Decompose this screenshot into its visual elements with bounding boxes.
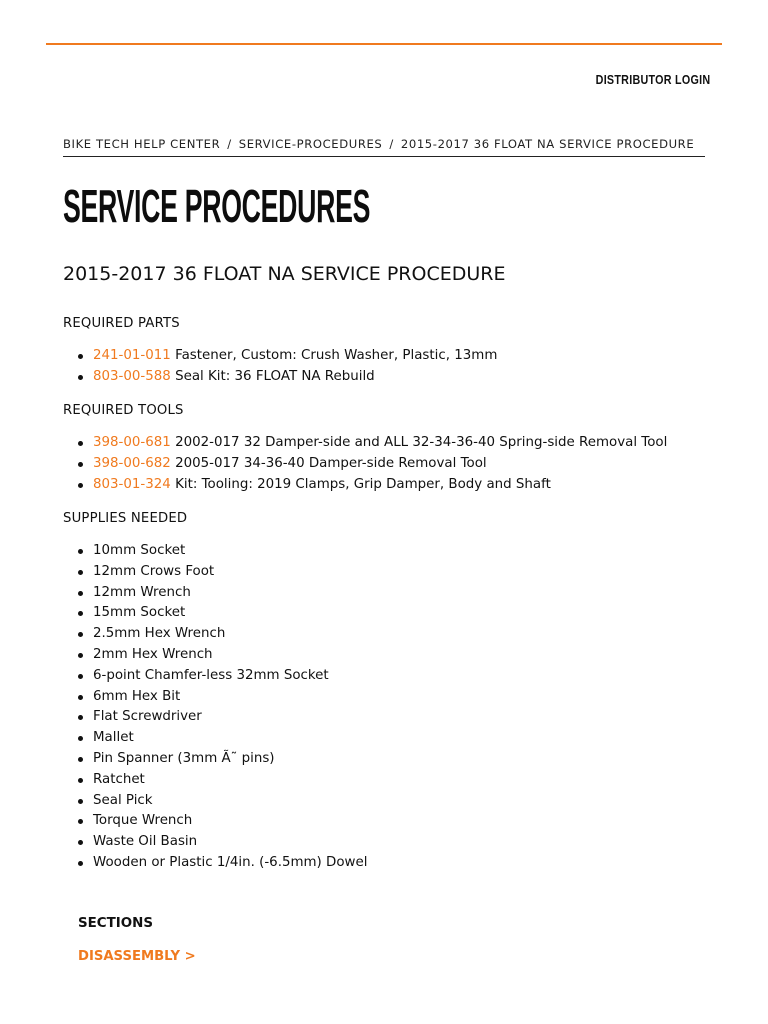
page-title: SERVICE PROCEDURES xyxy=(63,180,371,232)
breadcrumb xyxy=(63,137,705,157)
breadcrumb-help-center[interactable]: BIKE TECH HELP CENTER xyxy=(63,137,221,151)
breadcrumb-service-procedures[interactable]: SERVICE-PROCEDURES xyxy=(238,137,383,151)
list-item: 12mm Wrench xyxy=(77,583,367,604)
part-description: Fastener, Custom: Crush Washer, Plastic, 13mm xyxy=(175,348,498,363)
list-item xyxy=(77,367,497,388)
breadcrumb-separator: / xyxy=(389,137,394,151)
list-item: Wooden or Plastic 1/4in. (-6.5mm) Dowel xyxy=(77,853,367,874)
list-item: Waste Oil Basin xyxy=(77,832,367,853)
header-accent-rule xyxy=(46,43,722,45)
breadcrumb-separator: / xyxy=(227,137,232,151)
sections-heading: SECTIONS xyxy=(78,916,153,931)
tool-description: 2005-017 34-36-40 Damper-side Removal Tool xyxy=(175,455,487,471)
procedure-title: 2015-2017 36 FLOAT NA SERVICE PROCEDURE xyxy=(63,263,506,285)
list-item: Torque Wrench xyxy=(77,811,367,832)
list-item: Flat Screwdriver xyxy=(77,707,367,728)
list-item: 10mm Socket xyxy=(77,541,367,562)
required-tools-heading: REQUIRED TOOLS xyxy=(63,403,184,418)
list-item: 2mm Hex Wrench xyxy=(77,645,367,666)
tool-number-link[interactable]: 803-01-324 xyxy=(93,476,171,492)
tool-number-link[interactable]: 398-00-682 xyxy=(93,455,171,471)
supplies-list xyxy=(77,541,367,874)
required-parts-heading: REQUIRED PARTS xyxy=(63,316,180,331)
list-item xyxy=(77,454,667,475)
required-tools-list xyxy=(77,433,667,495)
part-description: Seal Kit: 36 FLOAT NA Rebuild xyxy=(175,368,375,384)
list-item: Mallet xyxy=(77,728,367,749)
list-item xyxy=(77,433,667,454)
required-parts-list xyxy=(77,346,497,388)
list-item: 6-point Chamfer-less 32mm Socket xyxy=(77,666,367,687)
disassembly-section-link[interactable]: DISASSEMBLY > xyxy=(78,949,196,964)
supplies-needed-heading: SUPPLIES NEEDED xyxy=(63,511,188,526)
list-item: 2.5mm Hex Wrench xyxy=(77,624,367,645)
breadcrumb-current-page[interactable]: 2015-2017 36 FLOAT NA SERVICE PROCEDURE xyxy=(400,137,695,151)
list-item: 15mm Socket xyxy=(77,603,367,624)
tool-description: 2002-017 32 Damper-side and ALL 32-34-36-40 Spring-side Removal Tool xyxy=(175,435,668,450)
list-item: Ratchet xyxy=(77,770,367,791)
tool-description: Kit: Tooling: 2019 Clamps, Grip Damper, Body and Shaft xyxy=(175,476,551,492)
distributor-login-link[interactable]: DISTRIBUTOR LOGIN xyxy=(595,73,710,87)
list-item xyxy=(77,475,667,496)
list-item xyxy=(77,346,497,367)
list-item: 6mm Hex Bit xyxy=(77,687,367,708)
part-number-link[interactable]: 241-01-011 xyxy=(93,348,171,363)
tool-number-link[interactable]: 398-00-681 xyxy=(93,435,171,450)
part-number-link[interactable]: 803-00-588 xyxy=(93,368,171,384)
list-item: 12mm Crows Foot xyxy=(77,562,367,583)
list-item: Pin Spanner (3mm Ã˜ pins) xyxy=(77,749,367,770)
list-item: Seal Pick xyxy=(77,791,367,812)
site-logo[interactable] xyxy=(336,66,392,94)
